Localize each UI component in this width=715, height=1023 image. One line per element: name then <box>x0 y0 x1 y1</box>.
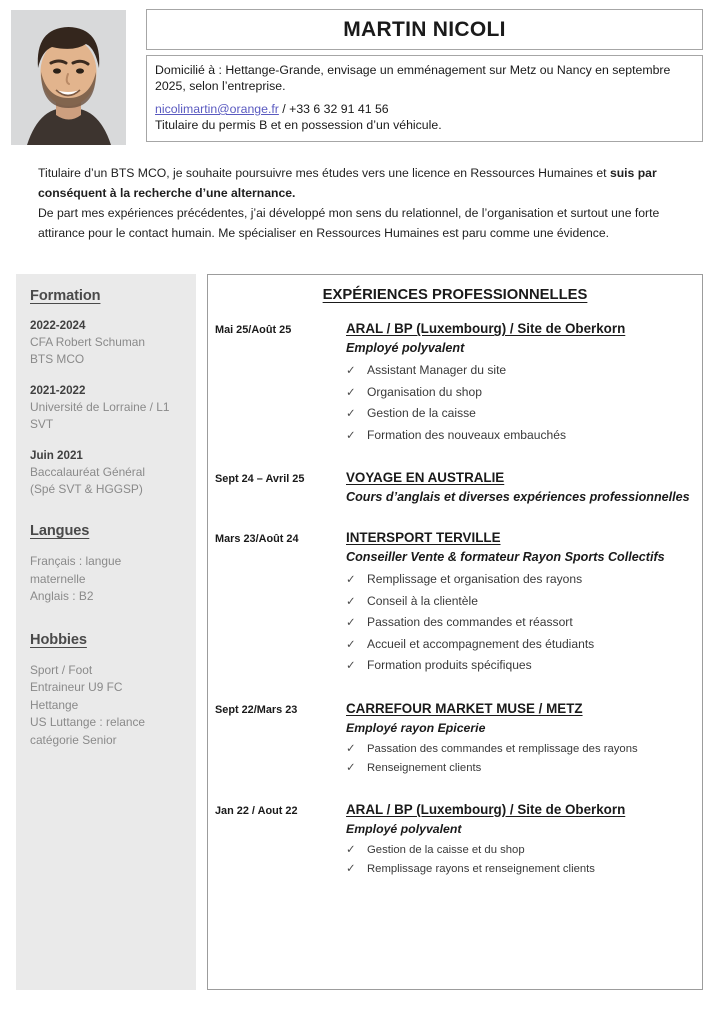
experience-date: Mars 23/Août 24 <box>215 533 299 545</box>
experience-role: Conseiller Vente & formateur Rayon Sports Collectifs <box>346 550 665 564</box>
experience-role: Employé polyvalent <box>346 821 462 836</box>
experience-date: Sept 22/Mars 23 <box>215 703 298 716</box>
check-icon: ✓ <box>346 660 356 672</box>
experience-task <box>346 841 702 860</box>
contact-email-phone <box>155 102 694 118</box>
experience-task-label: Gestion de la caisse et du shop <box>367 843 525 856</box>
email-link[interactable]: nicolimartin@orange.fr <box>155 102 279 116</box>
intro-paragraph-1 <box>38 164 693 203</box>
experience-task <box>346 425 702 447</box>
experience-task <box>346 655 702 677</box>
check-icon: ✓ <box>346 862 356 875</box>
profile-photo <box>11 10 126 145</box>
langue-item: Anglais : B2 <box>30 589 94 603</box>
experience-role: Employé rayon Epicerie <box>346 720 486 735</box>
experience-task-label: Renseignement clients <box>367 761 482 774</box>
intro-paragraph-2: De part mes expériences précédentes, j’ai développé mon sens du relationnel, de l’organisation et surtout une forte attirance pour le contact humain. Me spécialiser en Ressources Humaines est paru comme une évidence. <box>38 206 660 240</box>
sidebar-heading-formation: Formation <box>30 288 101 304</box>
experience-task-list <box>346 569 702 677</box>
formation-school: CFA Robert Schuman <box>30 335 145 349</box>
experience-task-list <box>346 841 702 879</box>
formation-degree: SVT <box>30 416 54 431</box>
experience-task <box>346 569 702 591</box>
hobby-item: Sport / Foot <box>30 662 93 677</box>
experience-header <box>215 802 702 819</box>
check-icon: ✓ <box>346 386 356 399</box>
experiences-panel <box>207 274 703 990</box>
experience-task <box>346 759 702 778</box>
experience-company: INTERSPORT TERVILLE <box>346 530 501 545</box>
experience-company: CARREFOUR MARKET MUSE / METZ <box>346 700 583 716</box>
contact-spacer <box>155 94 694 102</box>
check-icon: ✓ <box>346 595 356 608</box>
hobby-item: Hettange <box>30 697 79 712</box>
page-title: MARTIN NICOLI <box>343 17 506 41</box>
intro-text-bold: suis par conséquent à la recherche d’une alternance. <box>38 166 657 200</box>
experience-header <box>215 530 702 547</box>
name-box <box>146 9 703 50</box>
experience-item <box>208 321 702 446</box>
check-icon: ✓ <box>346 365 356 377</box>
experience-task-label: Formation produits spécifiques <box>367 658 532 672</box>
formation-degree: BTS MCO <box>30 351 85 366</box>
contact-separator: / <box>278 102 290 116</box>
experience-task <box>346 403 702 425</box>
experience-task-list <box>346 360 702 446</box>
experience-role: Cours d’anglais et diverses expériences professionnelles <box>346 490 690 504</box>
langue-item: Français : langue <box>30 554 122 568</box>
formation-entry <box>30 383 182 432</box>
experience-task <box>346 634 702 656</box>
formation-degree: (Spé SVT & HGGSP) <box>30 481 143 496</box>
experience-task-label: Assistant Manager du site <box>367 363 507 377</box>
experience-task-list <box>346 740 702 778</box>
contact-location: Domicilié à : Hettange-Grande, envisage un emménagement sur Metz ou Nancy en septembre 2025, selon l’entreprise. <box>155 63 671 93</box>
sidebar-heading-langues: Langues <box>30 523 90 539</box>
experience-task-label: Passation des commandes et remplissage des rayons <box>367 742 638 755</box>
formation-school: Université de Lorraine / L1 <box>30 400 170 414</box>
hobby-item: US Luttange : relance <box>30 715 146 729</box>
experience-task-label: Passation des commandes et réassort <box>367 615 573 629</box>
experience-task-label: Formation des nouveaux embauchés <box>367 427 566 442</box>
contact-box <box>146 55 703 142</box>
experience-date: Jan 22 / Aout 22 <box>215 804 298 817</box>
formation-school: Baccalauréat Général <box>30 465 146 479</box>
experience-task-label: Gestion de la caisse <box>367 406 476 420</box>
experience-task <box>346 860 702 879</box>
intro-text-normal: Titulaire d’un BTS MCO, je souhaite poursuivre mes études vers une licence en Ressources Humaines et <box>38 166 610 180</box>
experience-date: Sept 24 – Avril 25 <box>215 473 305 485</box>
experience-task <box>346 360 702 382</box>
check-icon: ✓ <box>346 408 356 420</box>
experience-item <box>208 470 702 508</box>
experience-company: ARAL / BP (Luxembourg) / Site de Oberkorn <box>346 801 626 817</box>
formation-date: 2021-2022 <box>30 384 86 397</box>
check-icon: ✓ <box>346 843 356 856</box>
experience-date: Mai 25/Août 25 <box>215 324 292 336</box>
experience-role: Employé polyvalent <box>346 341 465 355</box>
contact-licence: Titulaire du permis B et en possession d’un véhicule. <box>155 117 442 132</box>
experience-header <box>215 470 702 487</box>
formation-date: 2022-2024 <box>30 319 86 332</box>
phone-number: +33 6 32 91 41 56 <box>289 102 389 116</box>
experience-task-label: Accueil et accompagnement des étudiants <box>367 636 595 651</box>
sidebar <box>16 274 196 990</box>
experience-task-label: Remplissage et organisation des rayons <box>367 572 583 586</box>
experience-item <box>208 802 702 879</box>
hobbies-list <box>30 662 182 750</box>
check-icon: ✓ <box>346 761 356 774</box>
experience-task-label: Organisation du shop <box>367 384 482 399</box>
experience-company: VOYAGE EN AUSTRALIE <box>346 470 505 485</box>
check-icon: ✓ <box>346 742 356 755</box>
formation-entry <box>30 448 182 497</box>
experience-header <box>215 321 702 338</box>
check-icon: ✓ <box>346 429 356 442</box>
experience-task <box>346 382 702 404</box>
experience-header <box>215 701 702 718</box>
experience-item <box>208 530 702 677</box>
experience-company: ARAL / BP (Luxembourg) / Site de Oberkorn <box>346 321 626 336</box>
experience-task <box>346 591 702 613</box>
experience-task-label: Conseil à la clientèle <box>367 593 478 608</box>
experience-task <box>346 612 702 634</box>
experience-task-label: Remplissage rayons et renseignement clients <box>367 862 595 875</box>
experience-task <box>346 740 702 759</box>
cv-header <box>0 0 715 150</box>
intro-section <box>38 164 693 243</box>
langues-list <box>30 553 182 606</box>
check-icon: ✓ <box>346 638 356 651</box>
check-icon: ✓ <box>346 574 356 586</box>
formation-entry <box>30 318 182 367</box>
hobby-item: Entraineur U9 FC <box>30 680 123 694</box>
experiences-title: EXPÉRIENCES PROFESSIONNELLES <box>322 287 588 303</box>
formation-date: Juin 2021 <box>30 449 83 462</box>
langue-item: maternelle <box>30 571 86 586</box>
check-icon: ✓ <box>346 617 356 629</box>
experience-item <box>208 701 702 778</box>
hobby-item: catégorie Senior <box>30 732 117 747</box>
sidebar-heading-hobbies: Hobbies <box>30 631 87 648</box>
